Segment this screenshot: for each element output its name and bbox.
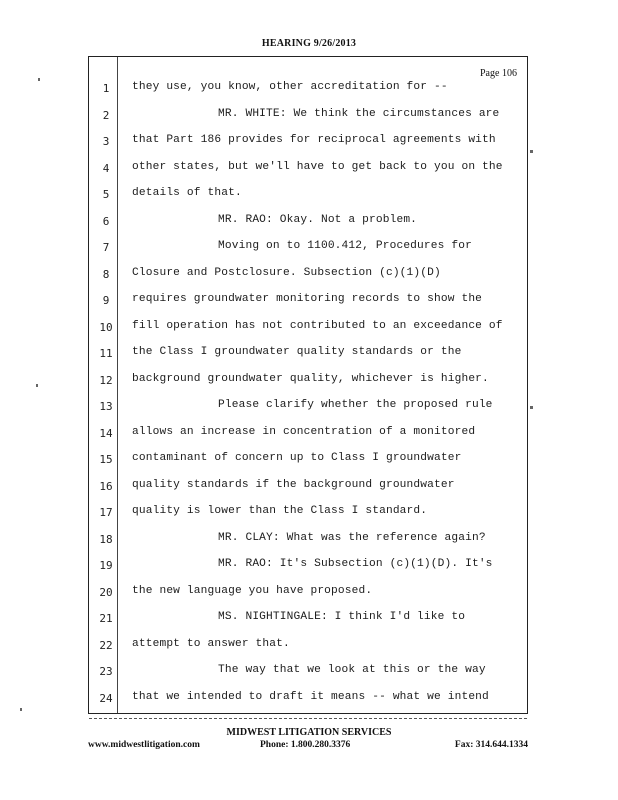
page-number: Page 106 — [480, 68, 517, 79]
transcript-line — [88, 552, 528, 579]
line-text: quality standards if the background groundwater — [132, 478, 455, 491]
line-number: 7 — [102, 241, 110, 254]
line-number: 12 — [99, 373, 113, 387]
line-number: 2 — [102, 108, 110, 122]
line-text: Please clarify whether the proposed rule — [218, 399, 493, 411]
line-number: 21 — [99, 612, 113, 625]
transcript-line — [88, 526, 528, 553]
line-text: quality is lower than the Class I standard. — [132, 505, 428, 517]
line-number: 4 — [102, 161, 110, 175]
scan-artifact — [530, 406, 533, 409]
line-text: details of that. — [132, 187, 242, 199]
line-text: the new language you have proposed. — [132, 584, 373, 597]
transcript-line — [88, 287, 528, 314]
line-number: 9 — [102, 294, 110, 307]
footer-phone: Phone: 1.800.280.3376 — [260, 740, 351, 750]
line-text: MR. RAO: Okay. Not a problem. — [218, 213, 418, 226]
line-text: The way that we look at this or the way — [218, 664, 486, 676]
transcript-line — [88, 340, 528, 367]
line-number: 20 — [99, 585, 113, 599]
transcript-line — [88, 181, 528, 208]
scan-artifact — [530, 150, 533, 153]
transcript-line — [88, 685, 528, 712]
line-text: MS. NIGHTINGALE: I think I'd like to — [218, 611, 466, 623]
transcript-line — [88, 367, 528, 394]
transcript-line — [88, 579, 528, 606]
line-text: background groundwater quality, whichever is higher. — [132, 372, 489, 385]
line-text: that Part 186 provides for reciprocal agreements with — [132, 134, 496, 146]
line-number: 19 — [99, 559, 113, 572]
scan-artifact — [36, 384, 38, 387]
line-text: contaminant of concern up to Class I groundwater — [132, 452, 462, 464]
line-text: requires groundwater monitoring records to show the — [132, 293, 483, 305]
transcript-line — [88, 420, 528, 447]
line-text: MR. RAO: It's Subsection (c)(1)(D). It's — [218, 558, 493, 570]
line-text: the Class I groundwater quality standards or the — [132, 346, 462, 358]
line-number: 15 — [99, 453, 113, 466]
transcript-line — [88, 393, 528, 420]
line-number: 23 — [99, 665, 113, 678]
scan-artifact — [20, 708, 22, 711]
transcript-line — [88, 128, 528, 155]
line-text: attempt to answer that. — [132, 637, 290, 650]
line-number: 24 — [99, 691, 113, 705]
line-text: MR. WHITE: We think the circumstances are — [218, 107, 500, 120]
footer-fax: Fax: 314.644.1334 — [454, 740, 528, 750]
transcript-line — [88, 473, 528, 500]
line-text: they use, you know, other accreditation for -- — [132, 81, 448, 93]
line-number: 3 — [102, 135, 110, 148]
bottom-border — [89, 718, 527, 719]
line-number: 18 — [99, 532, 113, 546]
line-text: Moving on to 1100.412, Procedures for — [218, 240, 472, 252]
transcript-line — [88, 208, 528, 235]
transcript-line — [88, 605, 528, 632]
line-number: 22 — [99, 638, 113, 652]
line-number: 1 — [102, 82, 110, 95]
footer-company: MIDWEST LITIGATION SERVICES — [226, 727, 392, 738]
line-number: 13 — [99, 400, 113, 413]
line-number: 6 — [102, 214, 110, 228]
transcript-line — [88, 632, 528, 659]
document-header: HEARING 9/26/2013 — [261, 38, 357, 49]
line-text: Closure and Postclosure. Subsection (c)(1)(D) — [132, 266, 441, 279]
line-text: MR. CLAY: What was the reference again? — [218, 531, 486, 544]
transcript-line — [88, 499, 528, 526]
transcript-line — [88, 155, 528, 182]
line-number: 14 — [99, 426, 113, 440]
transcript-line — [88, 234, 528, 261]
line-text: allows an increase in concentration of a monitored — [132, 425, 476, 438]
line-text: that we intended to draft it means -- what we intend — [132, 690, 489, 703]
transcript-line — [88, 446, 528, 473]
transcript-line — [88, 658, 528, 685]
scan-artifact — [38, 78, 40, 81]
line-number: 8 — [102, 267, 110, 281]
footer-website: www.midwestlitigation.com — [88, 740, 200, 750]
transcript-line — [88, 102, 528, 129]
line-number: 16 — [99, 479, 113, 493]
line-text: other states, but we'll have to get back to you on the — [132, 160, 503, 173]
line-number: 5 — [102, 188, 110, 201]
transcript-line — [88, 75, 528, 102]
line-number: 17 — [99, 506, 113, 519]
line-text: fill operation has not contributed to an exceedance of — [132, 319, 503, 332]
transcript-lines — [88, 75, 528, 711]
transcript-line — [88, 261, 528, 288]
line-number: 11 — [99, 347, 113, 360]
transcript-line — [88, 314, 528, 341]
line-number: 10 — [99, 320, 113, 334]
